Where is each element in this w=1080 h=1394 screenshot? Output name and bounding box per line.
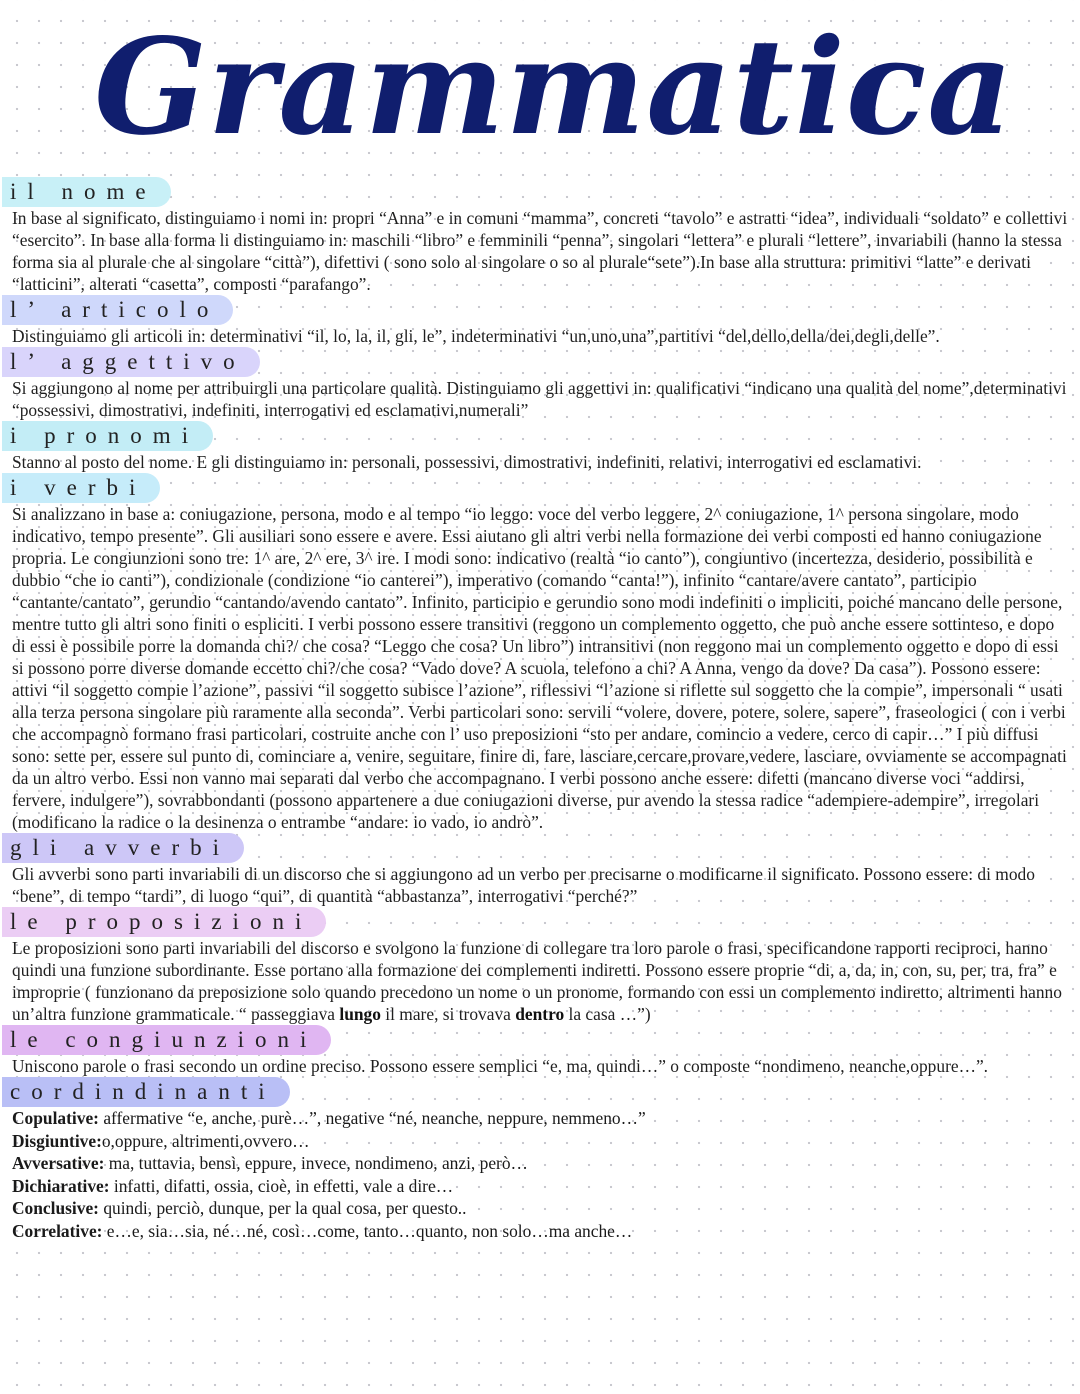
section-heading: l’ articolo (2, 295, 233, 325)
item-label: Avversative: (12, 1153, 105, 1173)
item-label: Conclusive: (12, 1198, 99, 1218)
item-text: e…e, sia…sia, né…né, così…come, tanto…quanto, non solo…ma anche… (102, 1220, 633, 1241)
item-label: Copulative: (12, 1108, 99, 1128)
conjunction-list (12, 1107, 1068, 1242)
section-proposizioni (12, 907, 1068, 1025)
page-title: Grammatica (94, 10, 1014, 165)
item-label: Dichiarative: (12, 1175, 110, 1196)
section-heading: l’ aggettivo (2, 347, 260, 377)
list-item (12, 1107, 1068, 1130)
section-congiunzioni (12, 1025, 1068, 1077)
text-part: Le proposizioni sono parti invariabili del discorso e svolgono la funzione di collegare tra loro parole o frasi, specificandone rapporti reciproci, hanno quindi una funzione subordinante. Esse portano alla formazione dei complementi indiretti. Possono essere proprie “di, a, da, in, con, su, per, tra, fra” e improprie ( funzionano da preposizione solo quando precedono un nome o un pronome, formando con essi un complemento indiretto, altrimenti hanno un’altra funzione grammaticale. “ passeggiava (12, 938, 1062, 1024)
bold-word: dentro (515, 1004, 565, 1024)
item-text: ma, tuttavia, bensì, eppure, invece, nondimeno, anzi, però… (104, 1153, 528, 1173)
text-part: la casa …”) (564, 1004, 651, 1024)
section-nome (12, 177, 1068, 295)
section-coordinanti (12, 1077, 1068, 1242)
list-item (12, 1197, 1068, 1220)
section-aggettivo (12, 347, 1068, 421)
section-text (12, 937, 1068, 1025)
section-text: Uniscono parole o frasi secondo un ordine preciso. Possono essere semplici “e, ma, quindi…” o composte “nondimeno, neanche,oppure…”. (12, 1056, 989, 1076)
section-heading: i verbi (2, 473, 160, 503)
section-verbi (12, 473, 1068, 833)
section-heading: il nome (2, 177, 171, 207)
section-heading: le proposizioni (2, 907, 326, 937)
bold-word: lungo (339, 1004, 381, 1024)
item-label: Correlative: (12, 1220, 103, 1241)
section-text: Stanno al posto del nome. E gli distinguiamo in: personali, possessivi, dimostrativi, indefiniti, relativi, interrogativi ed esclamativi. (12, 452, 922, 472)
list-item (12, 1130, 1068, 1153)
section-text: Distinguiamo gli articoli in: determinativi “il, lo, la, il, gli, le”, indeterminativi “un,uno,una”,partitivi “del,dello,della/dei,degli,delle”. (12, 326, 940, 346)
section-text: In base al significato, distinguiamo i nomi in: propri “Anna” e in comuni “mamma”, concreti “tavolo” e astratti “idea”, individuali “soldato” e collettivi “esercito”. In base alla forma li distinguiamo in: maschili “libro” e femminili “penna”, singolari “lettera” e plurali “lettere”, invariabili (hanno la stessa forma sia al plurale che al singolare “città”), difettivi ( sono solo al singolare o so al plurale“sete”).In base alla struttura: primitivi “latte” e derivati “latticini”, alterati “casetta”, composti “parafango”. (12, 208, 1068, 294)
list-item (12, 1220, 1068, 1243)
section-text: Si aggiungono al nome per attribuirgli una particolare qualità. Distinguiamo gli aggettivi in: qualificativi “indicano una qualità del nome”,determinativi “possessivi, dimostrativi, indefiniti, interrogativi ed esclamativi,numerali” (12, 378, 1067, 420)
notes-content (12, 177, 1068, 1242)
item-text: quindi, perciò, dunque, per la qual cosa, per questo.. (98, 1198, 467, 1218)
section-text: Gli avverbi sono parti invariabili di un discorso che si aggiungono ad un verbo per precisarne o modificarne il significato. Possono essere: di modo “bene”, di tempo “tardi”, di luogo “qui”, di quantità “abbastanza”, interrogativi “perché?” (12, 864, 1035, 906)
text-part: il mare, si trovava (380, 1004, 516, 1024)
section-heading: gli avverbi (2, 833, 244, 863)
section-pronomi (12, 421, 1068, 473)
section-heading: cordindinanti (2, 1077, 290, 1107)
section-articolo (12, 295, 1068, 347)
section-heading: le congiunzioni (2, 1025, 331, 1055)
item-label: Disgiuntive: (12, 1130, 102, 1151)
item-text: o,oppure, altrimenti,ovvero… (101, 1130, 310, 1151)
section-heading: i pronomi (2, 421, 213, 451)
list-item (12, 1152, 1068, 1175)
section-text: Si analizzano in base a: coniugazione, persona, modo e al tempo “io leggo: voce del verbo leggere, 2^ coniugazione, 1^ persona singolare, modo indicativo, tempo presente”. Gli ausiliari sono essere e avere. Essi aiutano gli altri verbi nella formazione dei verbi composti ed hanno coniugazione propria. Le congiunzioni sono tre: 1^ are, 2^ ere, 3^ ire. I modi sono: indicativo (realtà “io canto”), congiuntivo (incertezza, desiderio, possibilità e dubbio “che io canti”), condizionale (condizione “io canterei”), imperativo (comando “canta!”), infinito “cantare/avere cantato”, participio “cantante/cantato”, gerundio “cantando/avendo cantato”. Infinito, participio e gerundio sono modi indefiniti o impliciti, poiché mancano delle persone, mentre tutto gli altri sono finiti o espliciti. I verbi possono essere transitivi (reggono un complemento oggetto, che può anche essere sottinteso, e dopo di essi è possibile porre la domanda chi?/ che cosa? “Leggo che cosa? Un libro”) intransitivi (non reggono mai un complemento oggetto e dopo di essi si possono porre diverse domande eccetto chi?/che cosa? “Vado dove? A scuola, telefono a chi? A Anna, vengo da dove? Da casa”). Possono essere: attivi “il soggetto compie l’azione”, passivi “il soggetto subisce l’azione”, riflessivi “l’azione si riflette sul soggetto che la compie”, impersonali “ usati alla terza persona singolare più raramente alla seconda”. Verbi particolari sono: servili “volere, dovere, potere, solere, sapere”, fraseologici ( con i verbi che accompagnò formano frasi particolari, costruite anche con l’ uso preposizioni “sto per andare, comincio a vedere, cerco di capir…” I più diffusi sono: sette per, essere sul punto di, cominciare a, venire, seguitare, finire di, fare, lasciare,cercare,provare,vedere, lasciare, ovviamente se accompagnati da un altro verbo. Essi non vanno mai separati dal verbo che accompagnano. I verbi possono anche essere: difetti (mancano diverse voci “addirsi, fervere, indulgere”), sovrabbondanti (possono appartenere a due coniugazioni diverse, pur avendo la stessa radice “adempiere-adempire”, irregolari (modificano la radice o la desinenza o entrambe “andare: io vado, io andrò”. (12, 504, 1067, 832)
item-text: affermative “e, anche, purè…”, negative “né, neanche, neppure, nemmeno…” (98, 1108, 646, 1128)
list-item (12, 1175, 1068, 1198)
section-avverbi (12, 833, 1068, 907)
item-text: infatti, difatti, ossia, cioè, in effetti, vale a dire… (109, 1175, 454, 1196)
